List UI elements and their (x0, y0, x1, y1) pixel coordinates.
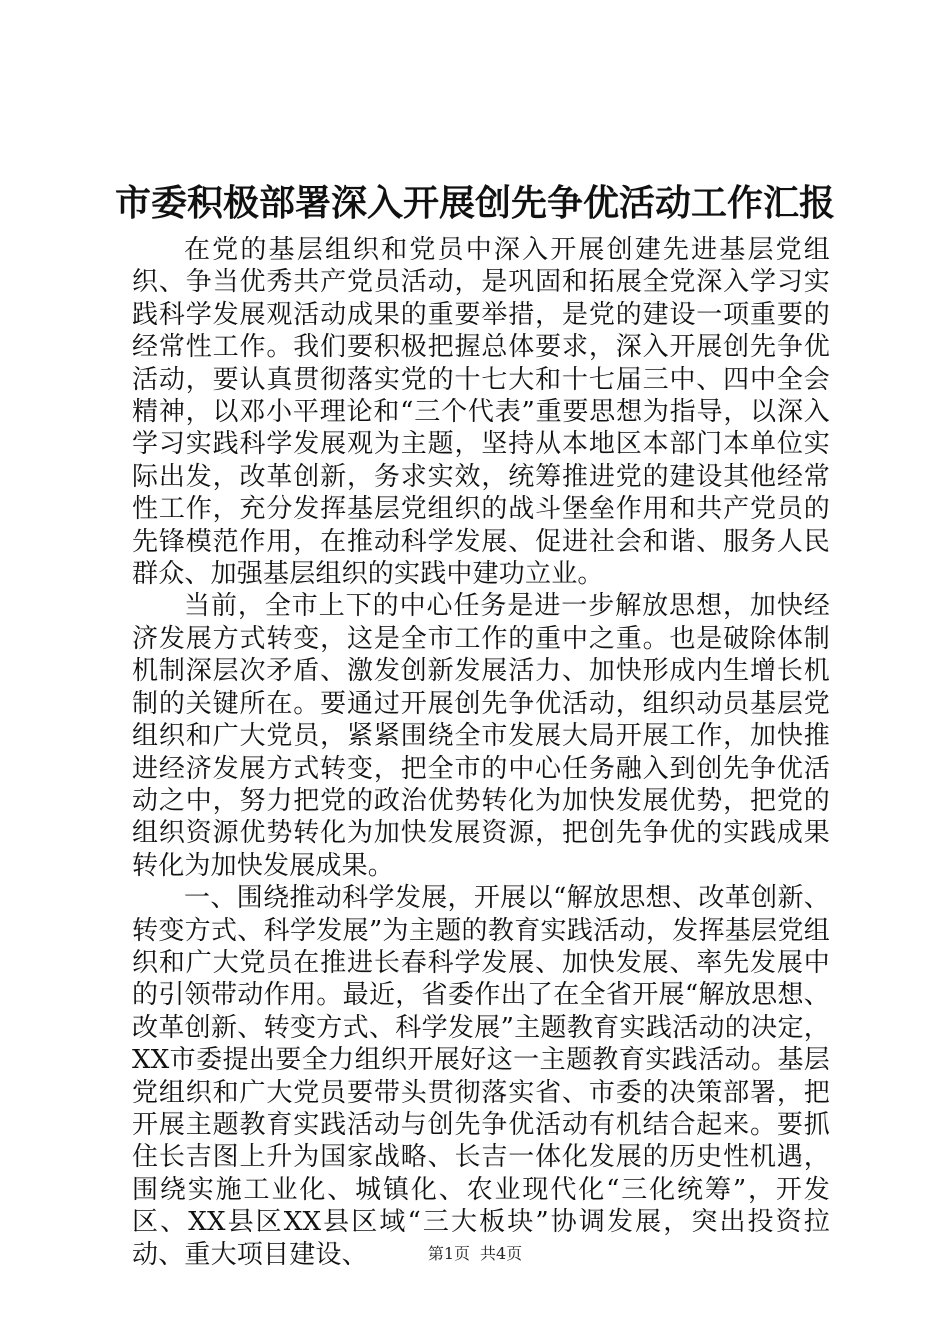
document-title: 市委积极部署深入开展创先争优活动工作汇报 (114, 182, 835, 224)
page-number: 第1页 (427, 1244, 470, 1263)
page-footer (0, 1243, 950, 1265)
page-total: 共4页 (480, 1244, 523, 1263)
paragraph-2: 当前，全市上下的中心任务是进一步解放思想，加快经济发展方式转变，这是全市工作的重中之重。也是破除体制机制深层次矛盾、激发创新发展活力、加快形成内生增长机制的关键所在。要通过开展创先争优活动，组织动员基层党组织和广大党员，紧紧围绕全市发展大局开展工作，加快推进经济发展方式转变，把全市的中心任务融入到创先争优活动之中，努力把党的政治优势转化为加快发展优势，把党的组织资源优势转化为加快发展资源，把创先争优的实践成果转化为加快发展成果。 (132, 591, 830, 881)
document-body (132, 234, 830, 1271)
paragraph-1: 在党的基层组织和党员中深入开展创建先进基层党组织、争当优秀共产党员活动，是巩固和拓展全党深入学习实践科学发展观活动成果的重要举措，是党的建设一项重要的经常性工作。我们要积极把握总体要求，深入开展创先争优活动，要认真贯彻落实党的十七大和十七届三中、四中全会精神，以邓小平理论和“三个代表”重要思想为指导，以深入学习实践科学发展观为主题，坚持从本地区本部门本单位实际出发，改革创新，务求实效，统筹推进党的建设其他经常性工作，充分发挥基层党组织的战斗堡垒作用和共产党员的先锋模范作用，在推动科学发展、促进社会和谐、服务人民群众、加强基层组织的实践中建功立业。 (132, 235, 830, 590)
paragraph-3: 一、围绕推动科学发展，开展以“解放思想、改革创新、转变方式、科学发展”为主题的教育实践活动，发挥基层党组织和广大党员在推进长春科学发展、加快发展、率先发展中的引领带动作用。最近，省委作出了在全省开展“解放思想、改革创新、转变方式、科学发展”主题教育实践活动的决定，XX市委提出要全力组织开展好这一主题教育实践活动。基层党组织和广大党员要带头贯彻落实省、市委的决策部署，把开展主题教育实践活动与创先争优活动有机结合起来。要抓住长吉图上升为国家战略、长吉一体化发展的历史性机遇，围绕实施工业化、城镇化、农业现代化“三化统筹”，开发区、XX县区XX县区域“三大板块”协调发展，突出投资拉动、重大项目建设、 (132, 883, 830, 1270)
